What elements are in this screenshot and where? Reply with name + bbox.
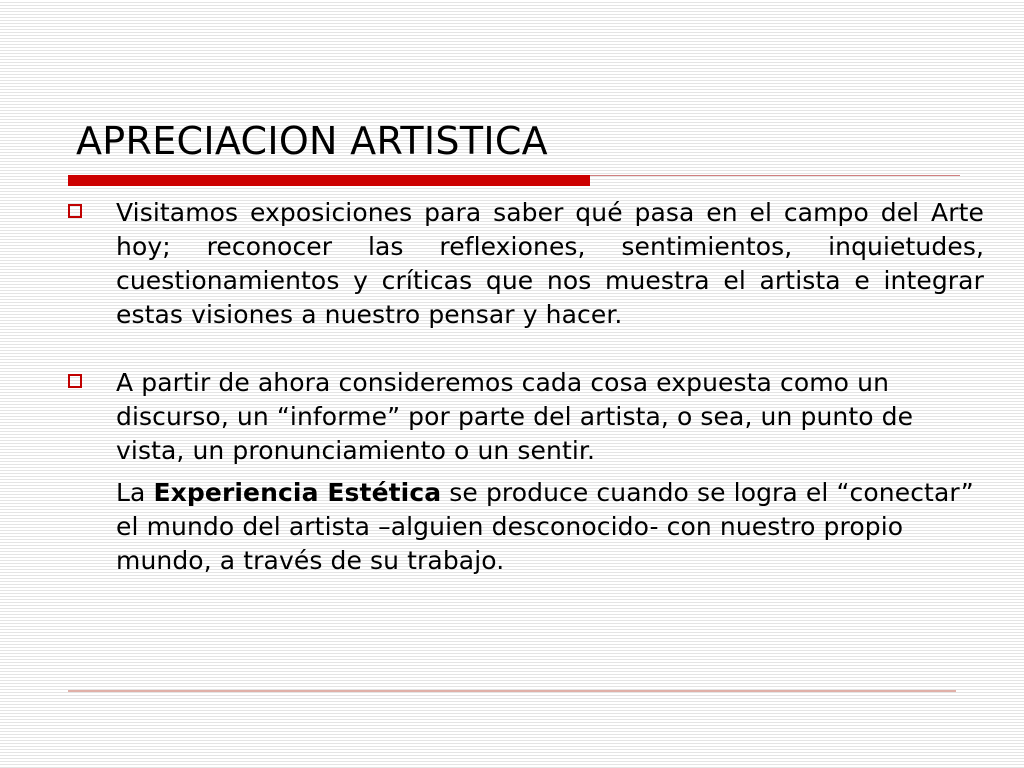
experience-paragraph: [116, 476, 984, 578]
bullet-text: Visitamos exposiciones para saber qué pasa en el campo del Arte hoy; reconocer las reflexiones, sentimientos, inquietudes, cuestionamientos y críticas que nos muestra el artista e integrar estas visiones a nuestro pensar y hacer.: [116, 198, 984, 329]
paragraph-prefix: La: [116, 478, 154, 507]
slide-content: [0, 196, 1024, 603]
hollow-square-icon: [68, 374, 82, 388]
bullet-item: [0, 196, 1024, 332]
bullet-text: A partir de ahora consideremos cada cosa expuesta como un discurso, un “informe” por parte del artista, o sea, un punto de vista, un pronunciamiento o un sentir.: [116, 368, 914, 465]
slide-title: APRECIACION ARTISTICA: [76, 119, 548, 163]
paragraph-suffix: se produce cuando se logra el “conectar” el mundo del artista –alguien desconocido- con nuestro propio mundo, a través de su trabajo.: [116, 478, 974, 575]
hollow-square-icon: [68, 204, 82, 218]
bullet-item: [0, 366, 1024, 468]
paragraph-emphasis: Experiencia Estética: [153, 478, 442, 507]
title-underline: [590, 175, 960, 176]
footer-divider: [68, 690, 956, 692]
title-accent-bar: [68, 175, 590, 186]
